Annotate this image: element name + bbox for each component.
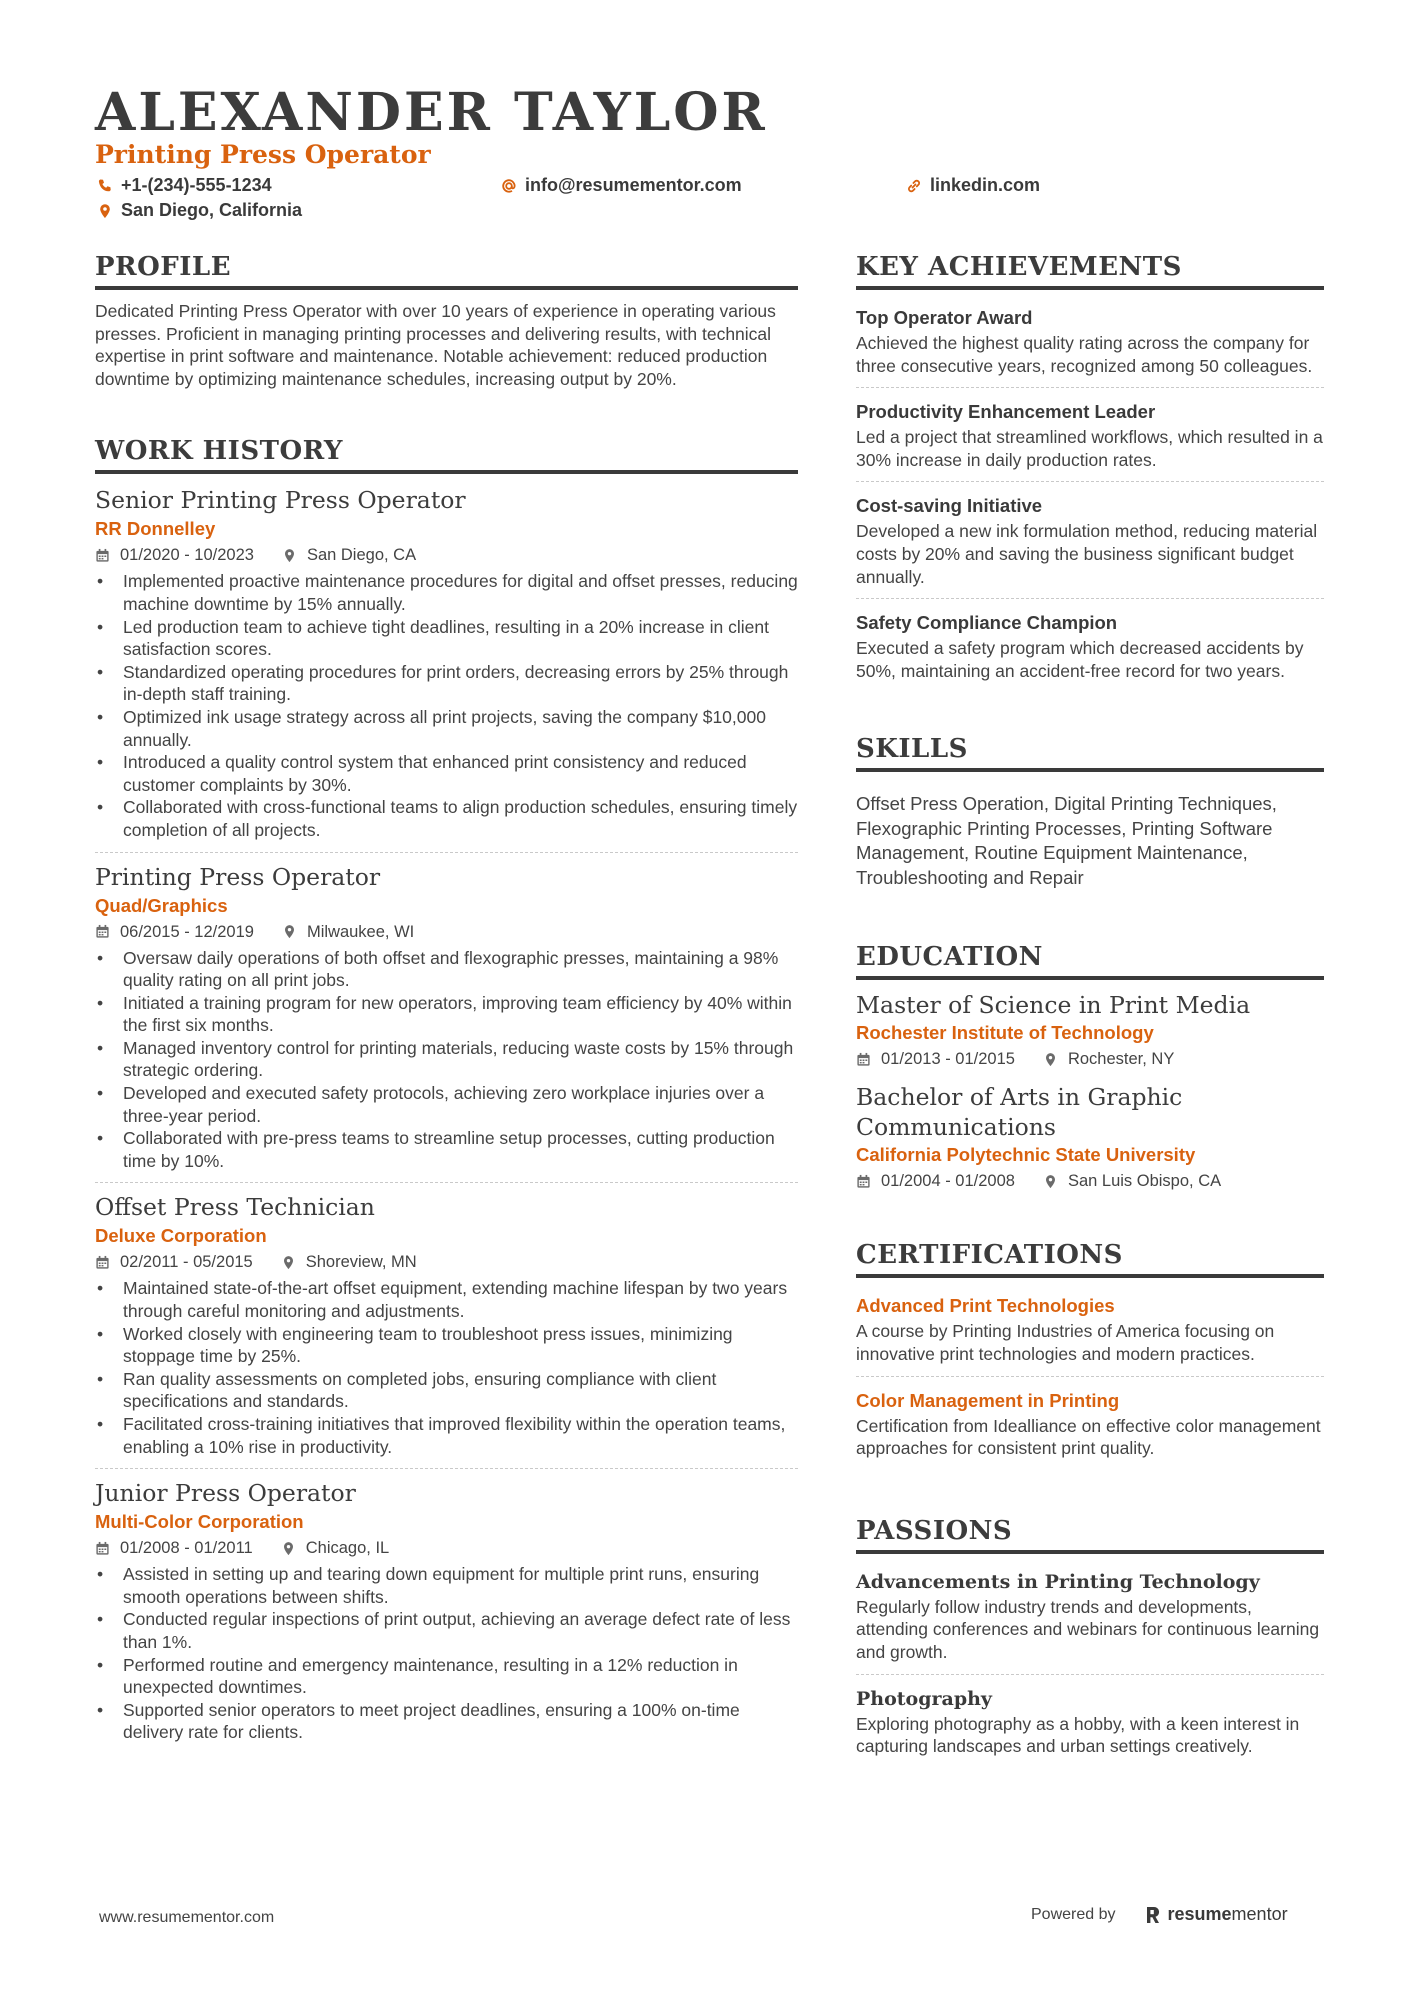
certification-item xyxy=(856,1383,1324,1470)
location-pin-icon xyxy=(1043,1052,1058,1067)
brand-logo[interactable] xyxy=(1144,1904,1288,1925)
job-meta xyxy=(95,1535,798,1561)
job-location-text: Chicago, IL xyxy=(305,1539,390,1558)
job-bullet: • Optimized ink usage strategy across all print projects, saving the company $10,000 annually. xyxy=(95,706,798,751)
job-bullet: • Supported senior operators to meet project deadlines, ensuring a 100% on-time delivery rate for clients. xyxy=(95,1699,798,1744)
candidate-name: ALEXANDER TAYLOR xyxy=(95,82,768,143)
company-name: Quad/Graphics xyxy=(95,894,228,916)
location-pin-icon xyxy=(281,1541,296,1556)
contact-email[interactable] xyxy=(501,175,742,196)
powered-by-label: Powered by xyxy=(1031,1905,1116,1923)
brand-light: mentor xyxy=(1231,1904,1288,1924)
phone-text: +1-(234)-555-1234 xyxy=(121,175,272,195)
passion-text: Exploring photography as a hobby, with a keen interest in capturing landscapes and urban settings creatively. xyxy=(856,1713,1300,1757)
company-name: Multi-Color Corporation xyxy=(95,1511,304,1533)
achievement-text: Executed a safety program which decreased accidents by 50%, maintaining an accident-free record for two years. xyxy=(856,638,1304,681)
passion-item xyxy=(856,1681,1324,1768)
education-location-text: Rochester, NY xyxy=(1067,1050,1175,1069)
job-bullets xyxy=(95,947,798,1173)
section-title: PASSIONS xyxy=(856,1514,1324,1554)
job-title: Offset Press Technician xyxy=(95,1193,375,1222)
job-bullet: • Initiated a training program for new operators, improving team efficiency by 40% within the first six months. xyxy=(95,992,798,1037)
achievement-title: Top Operator Award xyxy=(856,307,1033,328)
profile-text: Dedicated Printing Press Operator with over 10 years of experience in operating various presses. Proficient in managing printing processes and delivering results, with technical expertise in print software and maintenance. Notable achievement: reduced production downtime by optimizing maintenance schedules, increasing output by 20%. xyxy=(95,301,776,389)
achievement-title: Cost-saving Initiative xyxy=(856,495,1043,517)
degree-title: Bachelor of Arts in Graphic Communications xyxy=(856,1083,1183,1142)
calendar-icon xyxy=(95,1541,110,1556)
company-name: RR Donnelley xyxy=(95,518,216,540)
job-bullets xyxy=(95,570,798,841)
brand-bold: resume xyxy=(1167,1904,1232,1924)
section-title: WORK HISTORY xyxy=(95,434,798,474)
job-location-text: Shoreview, MN xyxy=(305,1253,417,1272)
passion-item xyxy=(856,1564,1324,1675)
certification-title: Color Management in Printing xyxy=(856,1389,1120,1411)
job-bullet: • Assisted in setting up and tearing down equipment for multiple print runs, ensuring smooth operations between shifts. xyxy=(95,1563,798,1608)
achievement-item xyxy=(856,300,1324,388)
calendar-icon xyxy=(856,1052,871,1067)
job-bullet: • Maintained state-of-the-art offset equipment, extending machine lifespan by two years through careful monitoring and adjustments. xyxy=(95,1277,798,1322)
certifications-section xyxy=(856,1238,1324,1469)
education-item xyxy=(856,990,1324,1072)
location-pin-icon xyxy=(1043,1174,1058,1189)
job-bullets xyxy=(95,1277,798,1458)
work-history-section xyxy=(95,434,798,1754)
job-location xyxy=(281,1535,389,1561)
certification-item xyxy=(856,1288,1324,1376)
job-bullet: • Collaborated with pre-press teams to streamline setup processes, cutting production time by 10%. xyxy=(95,1127,798,1172)
job-bullet: • Standardized operating procedures for print orders, decreasing errors by 25% through in-depth staff training. xyxy=(95,661,798,706)
location-pin-icon xyxy=(282,548,297,563)
job-bullet: • Developed and executed safety protocols, achieving zero workplace injuries over a three-year period. xyxy=(95,1082,798,1127)
job-bullet: • Worked closely with engineering team to troubleshoot press issues, minimizing stoppage time by 25%. xyxy=(95,1323,798,1368)
education-meta xyxy=(856,1046,1324,1072)
section-title: KEY ACHIEVEMENTS xyxy=(856,250,1324,290)
footer-website[interactable]: www.resumementor.com xyxy=(99,1909,275,1926)
left-column xyxy=(95,250,798,1788)
resumementor-logo-icon xyxy=(1144,1905,1162,1925)
calendar-icon xyxy=(95,924,110,939)
footer-powered xyxy=(1031,1904,1288,1925)
certification-text: A course by Printing Industries of America focusing on innovative print technologies and modern practices. xyxy=(856,1321,1275,1364)
job-title: Senior Printing Press Operator xyxy=(95,486,466,515)
job-location xyxy=(281,1249,417,1275)
degree-title: Master of Science in Print Media xyxy=(856,991,1251,1020)
job-entry xyxy=(95,484,798,852)
job-meta xyxy=(95,1249,798,1275)
contact-linkedin[interactable] xyxy=(906,175,1040,196)
at-icon xyxy=(501,178,517,194)
achievement-item xyxy=(856,394,1324,482)
job-location xyxy=(282,919,414,945)
passion-title: Advancements in Printing Technology xyxy=(856,1570,1260,1593)
calendar-icon xyxy=(856,1174,871,1189)
job-bullet: • Led production team to achieve tight deadlines, resulting in a 20% increase in client satisfaction scores. xyxy=(95,616,798,661)
education-location-text: San Luis Obispo, CA xyxy=(1067,1172,1222,1191)
calendar-icon xyxy=(95,1255,110,1270)
company-name: Deluxe Corporation xyxy=(95,1225,267,1247)
job-title: Junior Press Operator xyxy=(95,1479,356,1508)
achievement-text: Led a project that streamlined workflows, which resulted in a 30% increase in daily production rates. xyxy=(856,427,1323,470)
location-pin-icon xyxy=(97,203,113,219)
certification-text: Certification from Idealliance on effective color management approaches for consistent print quality. xyxy=(856,1415,1321,1459)
profile-section xyxy=(95,250,798,390)
achievement-item xyxy=(856,488,1324,599)
education-dates: 01/2013 - 01/2015 xyxy=(881,1050,1015,1069)
job-bullet: • Performed routine and emergency maintenance, resulting in a 12% reduction in unexpected downtimes. xyxy=(95,1654,798,1699)
job-dates: 02/2011 - 05/2015 xyxy=(120,1253,253,1272)
education-meta xyxy=(856,1168,1324,1194)
contact-location xyxy=(97,200,302,221)
section-title: EDUCATION xyxy=(856,940,1324,980)
job-bullet: • Ran quality assessments on completed jobs, ensuring compliance with client specifications and standards. xyxy=(95,1368,798,1413)
email-text[interactable]: info@resumementor.com xyxy=(525,175,742,195)
education-item xyxy=(856,1082,1324,1194)
right-column xyxy=(856,250,1324,1802)
location-pin-icon xyxy=(281,1255,296,1270)
job-dates: 06/2015 - 12/2019 xyxy=(120,922,254,941)
skills-section xyxy=(856,732,1324,890)
school-name: California Polytechnic State University xyxy=(856,1144,1196,1166)
achievement-title: Productivity Enhancement Leader xyxy=(856,401,1156,423)
achievement-title: Safety Compliance Champion xyxy=(856,612,1118,634)
job-bullet: • Managed inventory control for printing materials, reducing waste costs by 15% through strategic ordering. xyxy=(95,1037,798,1082)
education-location xyxy=(1043,1168,1221,1194)
job-dates: 01/2008 - 01/2011 xyxy=(120,1539,253,1558)
section-title: CERTIFICATIONS xyxy=(856,1238,1324,1278)
passions-section xyxy=(856,1514,1324,1768)
job-bullet: • Implemented proactive maintenance procedures for digital and offset presses, reducing machine downtime by 15% annually. xyxy=(95,570,798,615)
job-entry xyxy=(95,1477,798,1754)
job-bullets xyxy=(95,1563,798,1744)
school-name: Rochester Institute of Technology xyxy=(856,1022,1154,1044)
passion-text: Regularly follow industry trends and developments, attending conferences and webinars for continuous learning and growth. xyxy=(856,1596,1320,1662)
job-bullet: • Introduced a quality control system that enhanced print consistency and reduced customer complaints by 30%. xyxy=(95,751,798,796)
job-entry xyxy=(95,1191,798,1469)
job-title: Printing Press Operator xyxy=(95,862,381,891)
linkedin-text[interactable]: linkedin.com xyxy=(930,175,1041,195)
job-entry xyxy=(95,861,798,1184)
skills-text: Offset Press Operation, Digital Printing Techniques, Flexographic Printing Processes, Printing Software Management, Routine Equipment Maintenance, Troubleshooting and Repair xyxy=(856,793,1277,888)
certification-title: Advanced Print Technologies xyxy=(856,1295,1115,1317)
job-bullet: • Collaborated with cross-functional teams to align production schedules, ensuring timely completion of all projects. xyxy=(95,796,798,841)
job-bullet: • Conducted regular inspections of print output, achieving an average defect rate of less than 1%. xyxy=(95,1608,798,1653)
candidate-role: Printing Press Operator xyxy=(95,140,431,169)
education-location xyxy=(1043,1046,1174,1072)
phone-icon xyxy=(97,178,113,194)
job-bullet: • Facilitated cross-training initiatives that improved flexibility within the operation teams, enabling a 10% rise in productivity. xyxy=(95,1413,798,1458)
contact-phone xyxy=(97,175,272,196)
passion-title: Photography xyxy=(856,1687,992,1710)
achievement-text: Developed a new ink formulation method, reducing material costs by 20% and saving the business significant budget annually. xyxy=(856,521,1318,587)
section-title: PROFILE xyxy=(95,250,798,290)
achievement-item xyxy=(856,605,1324,692)
job-dates: 01/2020 - 10/2023 xyxy=(120,546,254,565)
education-section xyxy=(856,940,1324,1194)
link-icon xyxy=(906,178,922,194)
job-meta xyxy=(95,919,798,945)
job-bullet: • Oversaw daily operations of both offset and flexographic presses, maintaining a 98% quality rating on all print jobs. xyxy=(95,947,798,992)
achievements-section xyxy=(856,250,1324,692)
section-title: SKILLS xyxy=(856,732,1324,772)
job-location-text: Milwaukee, WI xyxy=(306,922,415,941)
job-location xyxy=(282,542,416,568)
calendar-icon xyxy=(95,548,110,563)
education-dates: 01/2004 - 01/2008 xyxy=(881,1172,1015,1191)
achievement-text: Achieved the highest quality rating across the company for three consecutive years, recognized among 50 colleagues. xyxy=(856,333,1313,376)
job-location-text: San Diego, CA xyxy=(306,546,417,565)
location-text: San Diego, California xyxy=(121,200,303,220)
job-meta xyxy=(95,542,798,568)
location-pin-icon xyxy=(282,924,297,939)
